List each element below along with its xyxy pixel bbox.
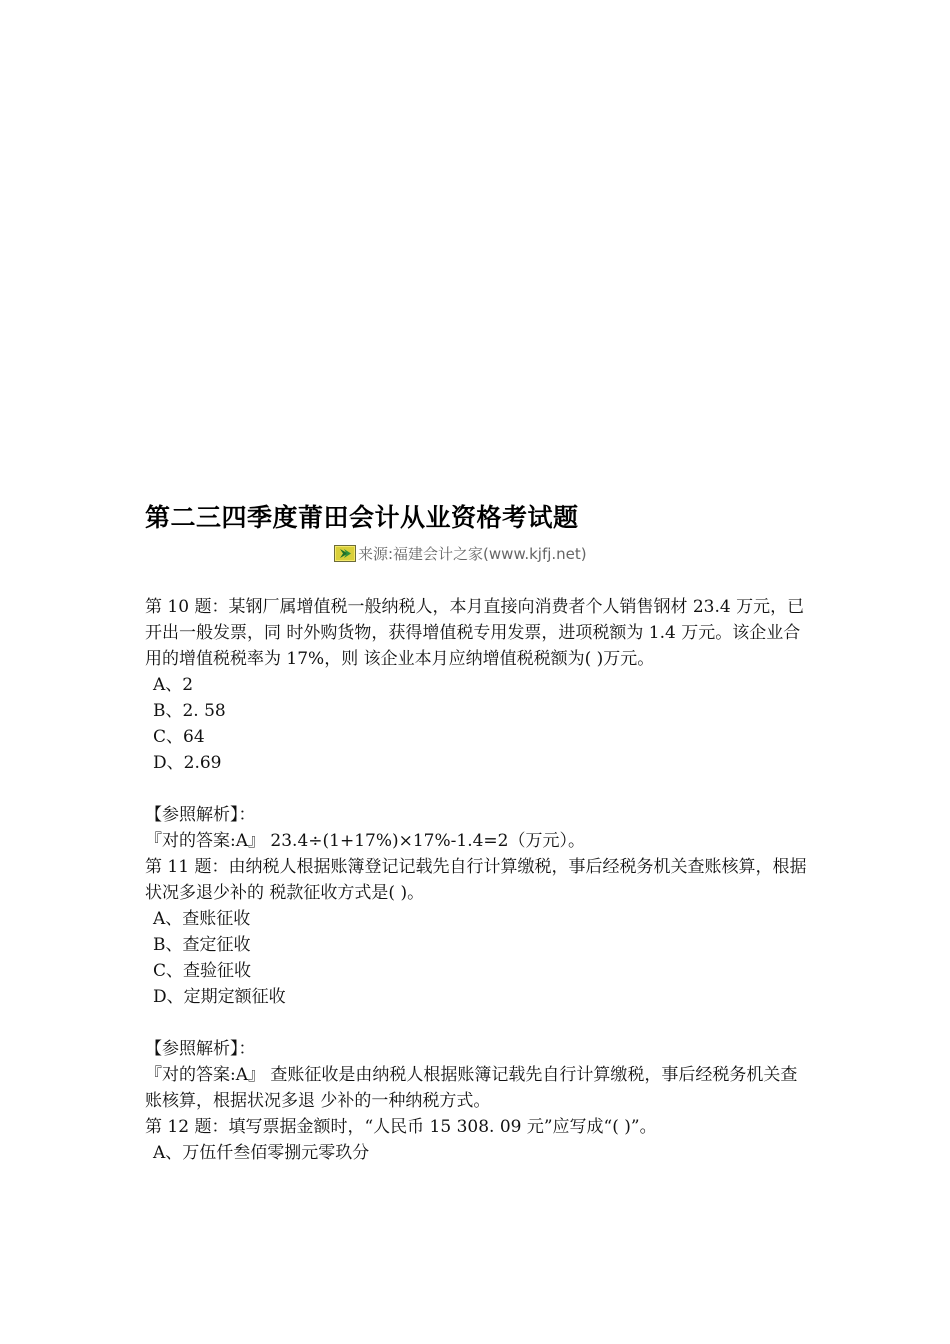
paragraph-spacer (145, 1010, 810, 1036)
option-item: C、查验征收 (153, 961, 252, 981)
question-text: 第 12 题：填写票据金额时，“人民币 15 308. 09 元”应写成“( )”。 (145, 1117, 657, 1137)
option-item: D、定期定额征收 (153, 987, 286, 1007)
option-item: D、2.69 (153, 753, 222, 773)
option-item: B、2. 58 (153, 701, 226, 721)
option-item: A、2 (153, 675, 194, 695)
page-title: 第二三四季度莆田会计从业资格考试题 (145, 503, 579, 532)
source-line (334, 541, 587, 565)
document-body (145, 594, 810, 1166)
paragraph-spacer (145, 776, 810, 802)
arrow-badge-icon (334, 545, 356, 562)
option-item: B、查定征收 (153, 935, 251, 955)
option-item: A、查账征收 (153, 909, 251, 929)
answer-text: 『对的答案:A』 查账征收是由纳税人根据账簿记载先自行计算缴税，事后经税务机关查账核算，根据状况多退 少补的一种纳税方式。 (145, 1065, 798, 1111)
analysis-label: 【参照解析】： (145, 1039, 256, 1059)
source-text: 来源:福建会计之家(www.kjfj.net) (358, 544, 587, 563)
analysis-label: 【参照解析】： (145, 805, 256, 825)
option-item: C、64 (153, 727, 205, 747)
question-text: 第 10 题：某钢厂属增值税一般纳税人，本月直接向消费者个人销售钢材 23.4 万元，已开出一般发票，同 时外购货物，获得增值税专用发票，进项税额为 1.4 万元。该企业合用的增值税税率为 17%，则 该企业本月应纳增值税税额为( )万元。 (145, 597, 805, 669)
answer-text: 『对的答案:A』 23.4÷(1+17%)×17%-1.4=2（万元）。 (145, 831, 585, 851)
question-text: 第 11 题：由纳税人根据账簿登记记载先自行计算缴税，事后经税务机关查账核算，根据状况多退少补的 税款征收方式是( )。 (145, 857, 807, 903)
option-item: A、万伍仟叁佰零捌元零玖分 (153, 1143, 370, 1163)
